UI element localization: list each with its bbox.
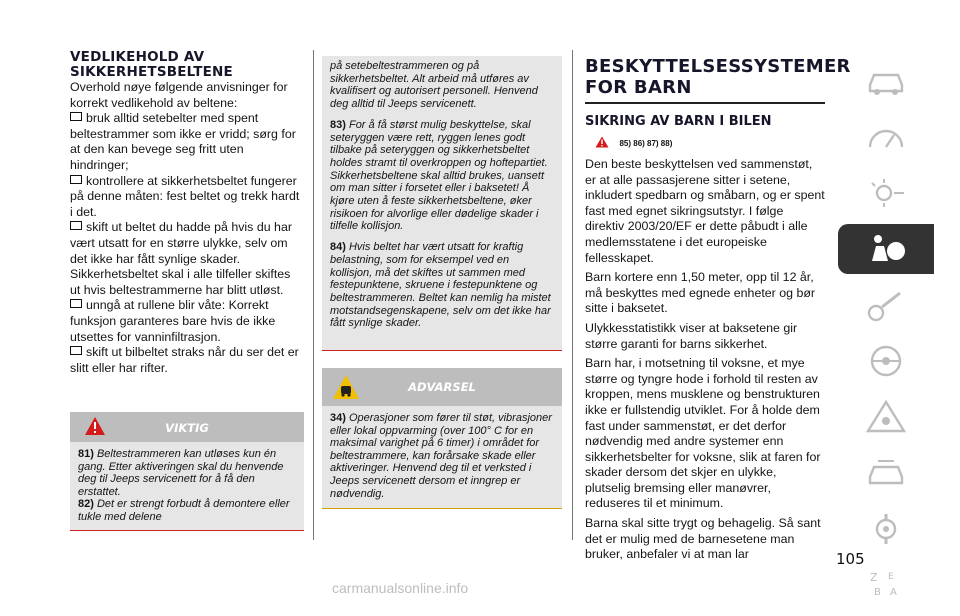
car-icon — [864, 63, 908, 99]
car-service-icon — [864, 455, 908, 491]
warning-triangle-outline-icon — [864, 399, 908, 435]
chapter-title-line1: BESKYTTELSESSYSTEMER — [585, 56, 851, 77]
note-item — [330, 412, 554, 500]
bullet-text: unngå at rullene blir våte: Korrekt funksjon garanteres bare hvis de ikke utsettes for vanninfiltrasjon. — [70, 298, 276, 344]
chapter-title-line2: FOR BARN — [585, 77, 692, 98]
note-number: 82) — [78, 498, 94, 511]
airbag-person-icon — [864, 231, 908, 267]
warning-body — [322, 406, 562, 508]
note-number: 34) — [330, 412, 346, 424]
important-box — [70, 412, 304, 531]
note-number: 83) — [330, 118, 346, 131]
svg-text:A: A — [890, 587, 897, 598]
svg-text:E: E — [888, 572, 894, 582]
reference-numbers: 85) 86) 87) 88) — [619, 139, 673, 148]
bullet-item — [70, 220, 304, 298]
note-continued-text: på setebeltestrammeren og på sikkerhetsbeltet. Alt arbeid må utføres av kvalifisert og autorisert personell. Henvend deg alltid til Jeeps servicenett. — [330, 60, 538, 111]
paragraph: Barn har, i motsetning til voksne, et mye større og tyngre hode i forhold til resten av kroppen, mens musklene og benstrukturen ikke er fullstendig utviklet. For å holde dem fast under sammenstøt, er det derfor nødvendig med andre systemer enn sikkerhetsbelter for voksne, slik at faren for skader dersom det skjer en ulykke, plutselig bremsing eller manøvrer, reduseres til et minimum. — [585, 356, 821, 511]
svg-text:Z: Z — [870, 571, 878, 584]
bullet-text: kontrollere at sikkerhetsbeltet fungerer på denne måten: fest beltet og trekk hardt i det. — [70, 173, 300, 219]
title-rule — [585, 102, 825, 104]
paragraph: Den beste beskyttelsen ved sammenstøt, er at alle passasjerene sitter i setene, inkludert spedbarn og småbarn, og er spent fast med egnet sikringsutstyr. I følge direktiv 2003/20/EF er dette påbudt i alle medlemsstatene i det europeiske fellesskapet. — [585, 157, 825, 265]
subsection-title: SIKRING AV BARN I BILEN — [585, 114, 772, 129]
note-item — [78, 448, 296, 498]
gear-data-icon — [864, 511, 908, 547]
sidebar-item-safety[interactable] — [838, 224, 934, 274]
warning-box — [322, 368, 562, 509]
bullet-item — [70, 111, 304, 173]
column-divider — [313, 50, 314, 540]
column-divider — [572, 50, 573, 540]
dashboard-icon — [864, 119, 908, 155]
important-body — [70, 442, 304, 530]
note-item — [322, 237, 562, 334]
note-text: Hvis beltet har vært utsatt for kraftig belastning, som for eksempel ved en kollisjon, må det skiftes ut sammen med festepunktene, skruene i festepunktene og beltestrammeren. Beltet kan nemlig ha mistet motstandsegenskapene, selv om det ikke har fått synlige skader. — [330, 241, 551, 330]
note-text: Beltestrammeren kan utløses kun én gang. Etter aktiveringen skal du henvende deg til Jeeps servicenett for å få den erstattet. — [78, 448, 284, 498]
left-column — [70, 50, 304, 376]
section-title — [70, 50, 304, 80]
bullet-text: skift ut bilbeltet straks når du ser det er slitt eller har rifter. — [70, 345, 299, 375]
note-number: 81) — [78, 448, 94, 460]
bullet-item — [70, 345, 304, 376]
section-title-line2: SIKKERHETSBELTENE — [70, 64, 233, 80]
note-item — [78, 498, 296, 523]
important-header — [70, 412, 304, 442]
intro-text: Overhold nøye følgende anvisninger for korrekt vedlikehold av beltene: — [70, 80, 288, 110]
warning-triangle-icon — [595, 136, 609, 148]
note-text: For å få størst mulig beskyttelse, skal seteryggen være rett, ryggen lenes godt tilbake på seteryggen og sikkerhetsbeltet holdes stramt til overkroppen og hoftepartiet. Sikkerhetsbeltene skal alltid brukes, uansett om man sitter i forsetet eller i baksetet! Å kjøre uten å feste sikkerhetsbeltene, øker risikoen for alvorlige eller dødelige skader i tilfelle kollisjon. — [330, 118, 548, 233]
sidebar-item-dashboard[interactable] — [838, 112, 934, 162]
note-number: 84) — [330, 241, 346, 254]
sidebar-item-steering[interactable] — [838, 336, 934, 386]
sidebar-item-car[interactable] — [838, 56, 934, 106]
bullet-icon — [70, 346, 82, 355]
paragraph: Barna skal sitte trygt og behagelig. Så sant det er mulig med de barnesetene man bruker, anbefaler vi at man lar — [585, 516, 821, 562]
right-column — [585, 56, 851, 567]
chapter-title — [585, 56, 851, 98]
paragraph: Barn kortere enn 1,50 meter, opp til 12 år, må beskyttes med egnede enheter og bør sitte i baksetet. — [585, 270, 816, 316]
sidebar-item-maintenance[interactable] — [838, 448, 934, 498]
bullet-icon — [70, 221, 82, 230]
sidebar-item-emergency[interactable] — [838, 392, 934, 442]
warning-header — [322, 368, 562, 406]
bullet-item — [70, 298, 304, 345]
sidebar-item-starting[interactable] — [838, 280, 934, 330]
steering-wheel-icon — [864, 343, 908, 379]
warning-label: ADVARSEL — [408, 380, 476, 394]
svg-text:B: B — [874, 587, 881, 598]
note-text: Operasjoner som fører til støt, vibrasjoner eller lokal oppvarming (over 100° C for en maksimal varighet på 6 timer) i området for beltestrammere, kan forårsake skade eller aktiveringer. Henvend deg til et verksted i Jeeps servicenett dersom et inngrep er nødvendig. — [330, 412, 552, 500]
chapter-sidebar — [838, 56, 934, 616]
watermark: carmanualsonline.info — [332, 580, 469, 596]
paragraph: Ulykkesstatistikk viser at baksetene gir større garanti for barns sikkerhet. — [585, 320, 798, 351]
sidebar-item-technical-data[interactable] — [838, 504, 934, 554]
bullet-text: skift ut beltet du hadde på hvis du har vært utsatt for en større ulykke, selv om det ikke har fått synlige skader. Sikkerhetsbeltet skal i alle tilfeller skiftes ut hvis beltestrammerne har blitt utløst. — [70, 220, 292, 297]
important-label: VIKTIG — [165, 421, 209, 435]
page-number: 105 — [836, 550, 865, 568]
section-title-line1: VEDLIKEHOLD AV — [70, 49, 205, 65]
bullet-item — [70, 174, 304, 221]
bullet-text: bruk alltid setebelter med spent beltestrammer som ikke er vridd; sørg for at den kan bevege seg fritt uten hindringer; — [70, 111, 296, 172]
bullet-icon — [70, 112, 82, 121]
bullet-icon — [70, 299, 82, 308]
important-continued-box — [322, 56, 562, 351]
note-text: Det er strengt forbudt å demontere eller tukle med delene — [78, 498, 290, 523]
wrench-icon — [864, 287, 908, 323]
alphabet-index-icon — [864, 567, 908, 603]
light-icon — [864, 175, 908, 211]
refs-row — [595, 133, 825, 151]
note-item — [322, 115, 562, 237]
sidebar-item-lights[interactable] — [838, 168, 934, 218]
bullet-icon — [70, 175, 82, 184]
